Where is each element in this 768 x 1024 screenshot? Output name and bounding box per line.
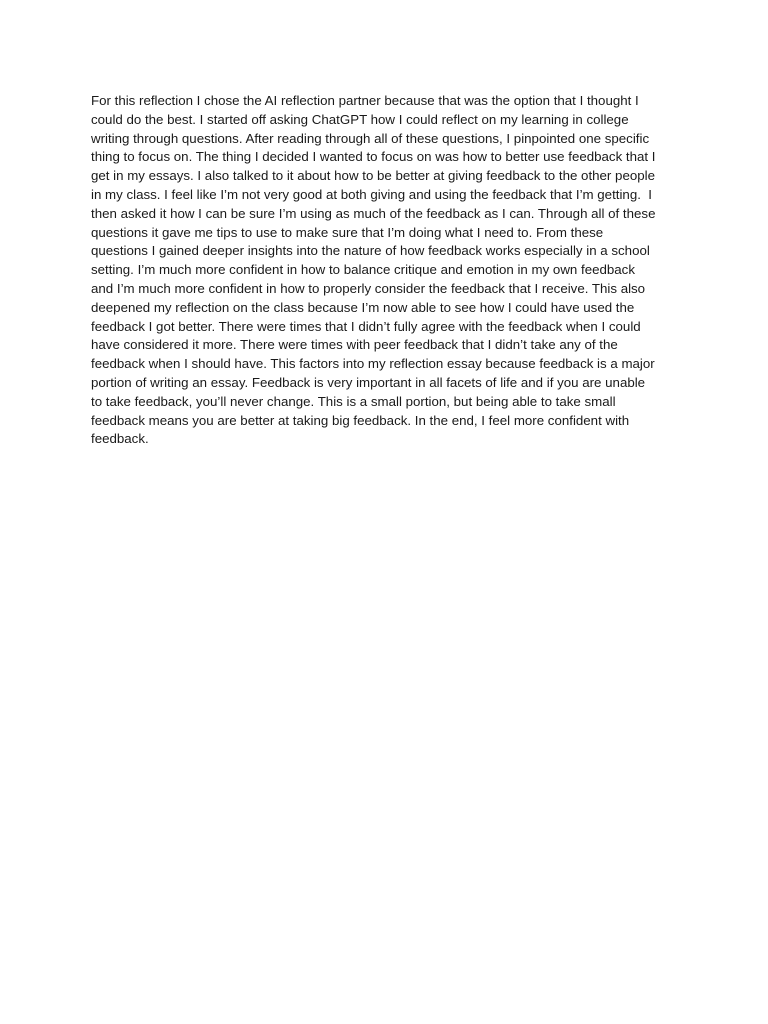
- paragraph-line: questions it gave me tips to use to make sure that I’m doing what I need to. From these: [91, 224, 604, 240]
- paragraph-line: questions I gained deeper insights into the nature of how feedback works especially in a school: [91, 243, 650, 259]
- paragraph-line: have considered it more. There were times with peer feedback that I didn’t take any of the: [91, 337, 618, 353]
- reflection-paragraph: [91, 92, 691, 449]
- paragraph-line: For this reflection I chose the AI reflection partner because that was the option that I thought I: [91, 93, 639, 108]
- paragraph-line: writing through questions. After reading through all of these questions, I pinpointed one specific: [91, 130, 650, 146]
- paragraph-line: feedback means you are better at taking big feedback. In the end, I feel more confident with: [91, 412, 630, 428]
- paragraph-line: portion of writing an essay. Feedback is very important in all facets of life and if you are unable: [91, 374, 646, 390]
- paragraph-line: setting. I’m much more confident in how to balance critique and emotion in my own feedback: [91, 262, 635, 278]
- paragraph-line: and I’m much more confident in how to properly consider the feedback that I receive. This also: [91, 280, 646, 296]
- paragraph-line: then asked it how I can be sure I’m using as much of the feedback as I can. Through all of these: [91, 205, 656, 221]
- paragraph-line: get in my essays. I also talked to it about how to be better at giving feedback to the other people: [91, 168, 655, 184]
- paragraph-line: to take feedback, you’ll never change. This is a small portion, but being able to take small: [91, 393, 616, 409]
- paragraph-line: in my class. I feel like I’m not very good at both giving and using the feedback that I’m getting. I: [91, 186, 652, 202]
- paragraph-line: feedback.: [91, 431, 149, 447]
- paragraph-line: could do the best. I started off asking ChatGPT how I could reflect on my learning in college: [91, 111, 629, 127]
- paragraph-line: thing to focus on. The thing I decided I wanted to focus on was how to better use feedback that I: [91, 149, 656, 165]
- paragraph-line: feedback I got better. There were times that I didn’t fully agree with the feedback when I could: [91, 318, 641, 334]
- paragraph-line: deepened my reflection on the class because I’m now able to see how I could have used the: [91, 299, 635, 315]
- paragraph-line: feedback when I should have. This factors into my reflection essay because feedback is a major: [91, 356, 655, 372]
